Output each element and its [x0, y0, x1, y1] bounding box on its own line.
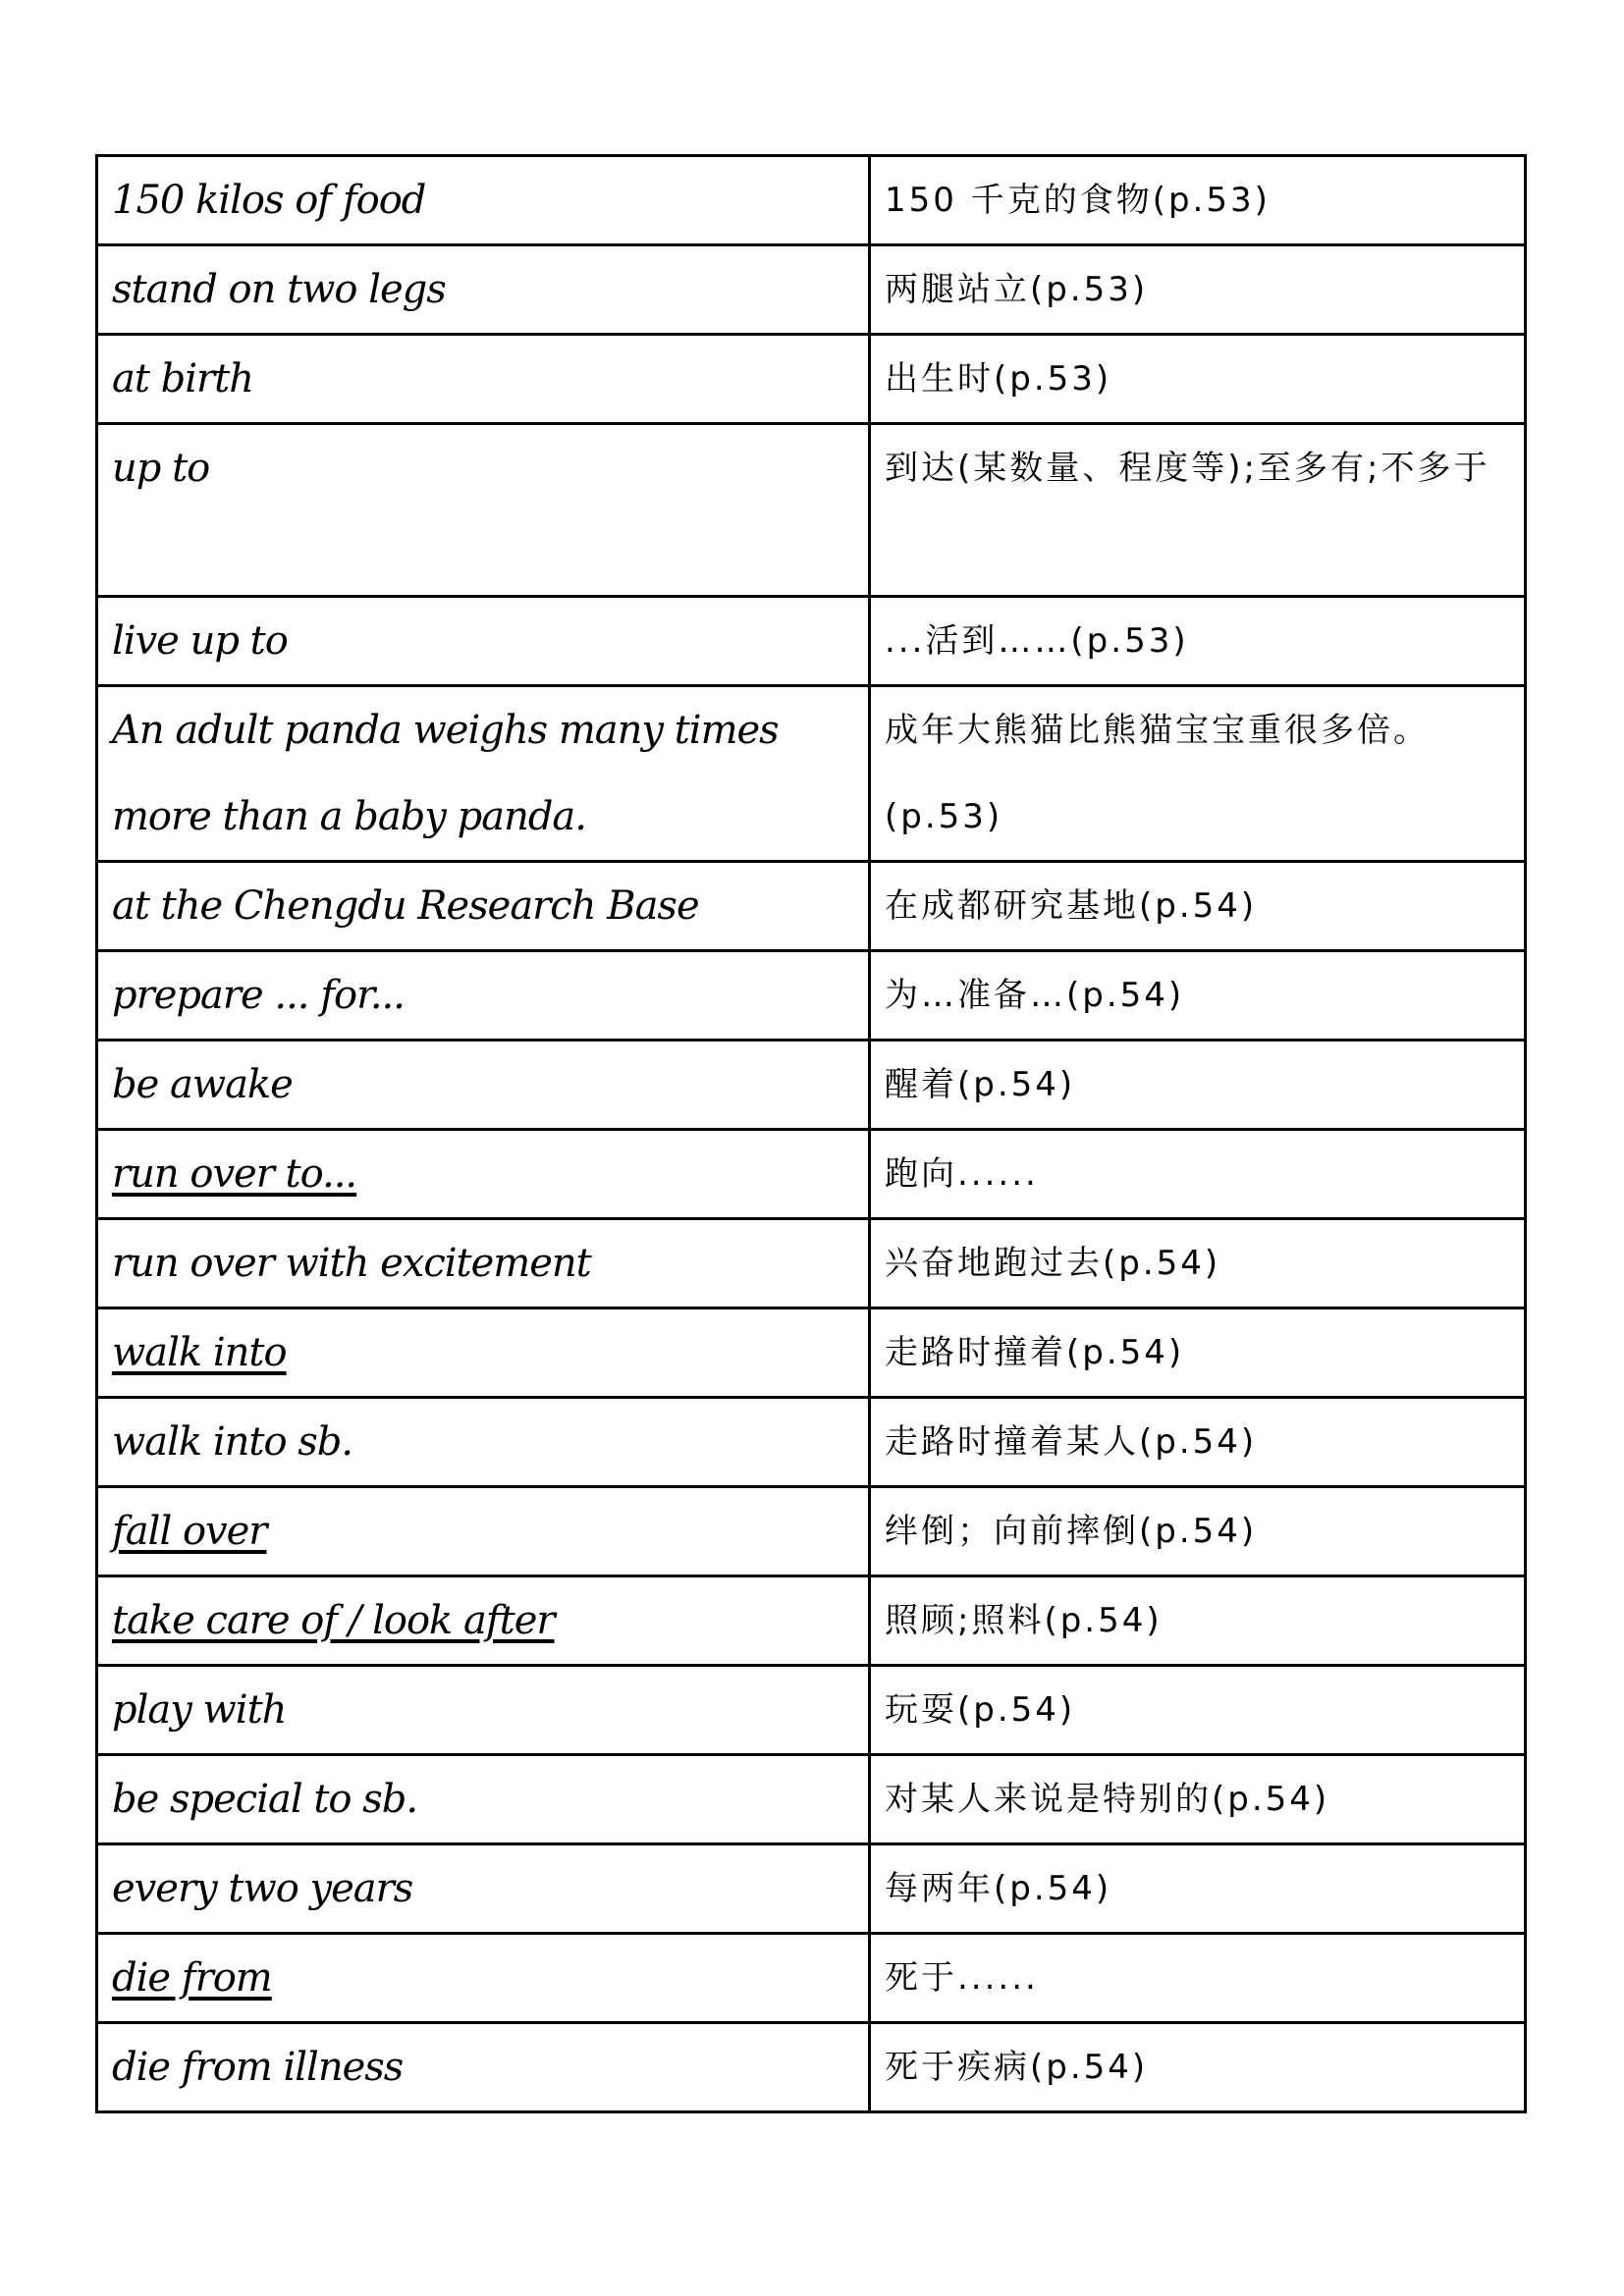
- english-phrase-cell: [97, 2023, 870, 2112]
- vocabulary-table-body: [97, 156, 1526, 2112]
- chinese-meaning-cell: [870, 951, 1526, 1041]
- english-phrase-cell: [97, 1219, 870, 1308]
- english-phrase-cell: [97, 1041, 870, 1130]
- english-phrase: die from illness: [112, 2045, 404, 2090]
- table-row: [97, 1130, 1526, 1219]
- table-row: [97, 1666, 1526, 1755]
- english-phrase: every two years: [112, 1866, 413, 1911]
- table-row: [97, 1755, 1526, 1844]
- chinese-meaning-cell: [870, 1308, 1526, 1398]
- chinese-meaning-cell: [870, 1934, 1526, 2023]
- vocabulary-table: [95, 154, 1527, 2113]
- chinese-meaning: 对某人来说是特别的(p.54): [885, 1780, 1330, 1819]
- english-phrase-cell: [97, 597, 870, 686]
- english-phrase: be special to sb.: [112, 1777, 418, 1822]
- english-phrase-underlined: fall over: [112, 1509, 267, 1554]
- chinese-meaning-cell: [870, 862, 1526, 951]
- chinese-meaning-cell: [870, 1219, 1526, 1308]
- table-row: [97, 1934, 1526, 2023]
- english-phrase: at the Chengdu Research Base: [112, 883, 699, 929]
- chinese-meaning: 到达(某数量、程度等);至多有;不多于: [885, 449, 1490, 488]
- table-row: [97, 1844, 1526, 1934]
- english-phrase: 150 kilos of food: [112, 178, 426, 223]
- table-row: [97, 1398, 1526, 1487]
- table-row: [97, 1576, 1526, 1666]
- chinese-meaning-cell: [870, 1487, 1526, 1576]
- english-phrase-cell: [97, 1755, 870, 1844]
- table-row: [97, 862, 1526, 951]
- chinese-meaning-cell: [870, 597, 1526, 686]
- english-phrase: be awake: [112, 1062, 293, 1107]
- table-row: [97, 156, 1526, 245]
- english-phrase-underlined: walk into: [112, 1330, 287, 1375]
- chinese-meaning: ...活到……(p.53): [885, 621, 1189, 661]
- english-phrase-cell: [97, 1487, 870, 1576]
- english-phrase-underlined: take care of / look after: [112, 1598, 555, 1643]
- english-phrase: live up to: [112, 618, 288, 664]
- chinese-meaning-cell: [870, 686, 1526, 862]
- chinese-meaning: 走路时撞着某人(p.54): [885, 1422, 1258, 1462]
- english-phrase: stand on two legs: [112, 267, 446, 312]
- chinese-meaning: 150 千克的食物(p.53): [885, 181, 1271, 220]
- english-phrase-cell: [97, 1398, 870, 1487]
- english-phrase-cell: [97, 1308, 870, 1398]
- english-phrase-underlined: die from: [112, 1955, 272, 2001]
- english-sentence: An adult panda weighs many times more than a baby panda.: [112, 708, 779, 839]
- chinese-meaning: 走路时撞着(p.54): [885, 1333, 1185, 1372]
- english-phrase-cell: [97, 1934, 870, 2023]
- chinese-meaning: 在成都研究基地(p.54): [885, 886, 1258, 926]
- chinese-meaning-cell: [870, 1755, 1526, 1844]
- chinese-meaning-cell: [870, 424, 1526, 597]
- english-phrase-underlined: run over to...: [112, 1151, 357, 1197]
- chinese-meaning: 死于......: [885, 1958, 1039, 1998]
- chinese-meaning-cell: [870, 1398, 1526, 1487]
- chinese-meaning: 醒着(p.54): [885, 1065, 1076, 1104]
- chinese-meaning-cell: [870, 1844, 1526, 1934]
- chinese-meaning: 兴奋地跑过去(p.54): [885, 1244, 1221, 1283]
- english-phrase-cell: [97, 156, 870, 245]
- chinese-meaning-cell: [870, 1666, 1526, 1755]
- english-phrase: at birth: [112, 356, 253, 401]
- table-row: [97, 245, 1526, 335]
- table-row: [97, 2023, 1526, 2112]
- english-phrase: prepare ... for...: [112, 973, 405, 1018]
- english-phrase-cell: [97, 335, 870, 424]
- chinese-meaning-cell: [870, 1041, 1526, 1130]
- table-row: [97, 424, 1526, 597]
- chinese-meaning: 成年大熊猫比熊猫宝宝重很多倍。(p.53): [885, 711, 1430, 836]
- table-row: [97, 686, 1526, 862]
- english-phrase-cell: [97, 862, 870, 951]
- chinese-meaning-cell: [870, 245, 1526, 335]
- chinese-meaning-cell: [870, 1130, 1526, 1219]
- table-row: [97, 335, 1526, 424]
- chinese-meaning: 死于疾病(p.54): [885, 2048, 1149, 2087]
- chinese-meaning: 绊倒；向前摔倒(p.54): [885, 1512, 1258, 1551]
- chinese-meaning: 每两年(p.54): [885, 1869, 1112, 1908]
- chinese-meaning: 跑向......: [885, 1154, 1039, 1194]
- english-phrase: up to: [112, 446, 210, 491]
- table-row: [97, 1308, 1526, 1398]
- table-row: [97, 1219, 1526, 1308]
- chinese-meaning: 出生时(p.53): [885, 359, 1112, 399]
- english-phrase: play with: [112, 1687, 287, 1733]
- chinese-meaning-cell: [870, 1576, 1526, 1666]
- chinese-meaning: 玩耍(p.54): [885, 1690, 1076, 1730]
- english-phrase: run over with excitement: [112, 1241, 591, 1286]
- english-phrase-cell: [97, 1666, 870, 1755]
- table-row: [97, 1041, 1526, 1130]
- table-row: [97, 951, 1526, 1041]
- english-sentence-cell: [97, 686, 870, 862]
- english-phrase-cell: [97, 245, 870, 335]
- chinese-meaning: 为…准备…(p.54): [885, 976, 1185, 1015]
- english-phrase: walk into sb.: [112, 1419, 353, 1465]
- chinese-meaning: 照顾;照料(p.54): [885, 1601, 1163, 1640]
- chinese-meaning-cell: [870, 2023, 1526, 2112]
- table-row: [97, 1487, 1526, 1576]
- chinese-meaning-cell: [870, 156, 1526, 245]
- english-phrase-cell: [97, 1576, 870, 1666]
- english-phrase-cell: [97, 1130, 870, 1219]
- chinese-meaning-cell: [870, 335, 1526, 424]
- english-phrase-cell: [97, 951, 870, 1041]
- english-phrase-cell: [97, 424, 870, 597]
- table-row: [97, 597, 1526, 686]
- chinese-meaning: 两腿站立(p.53): [885, 270, 1149, 309]
- english-phrase-cell: [97, 1844, 870, 1934]
